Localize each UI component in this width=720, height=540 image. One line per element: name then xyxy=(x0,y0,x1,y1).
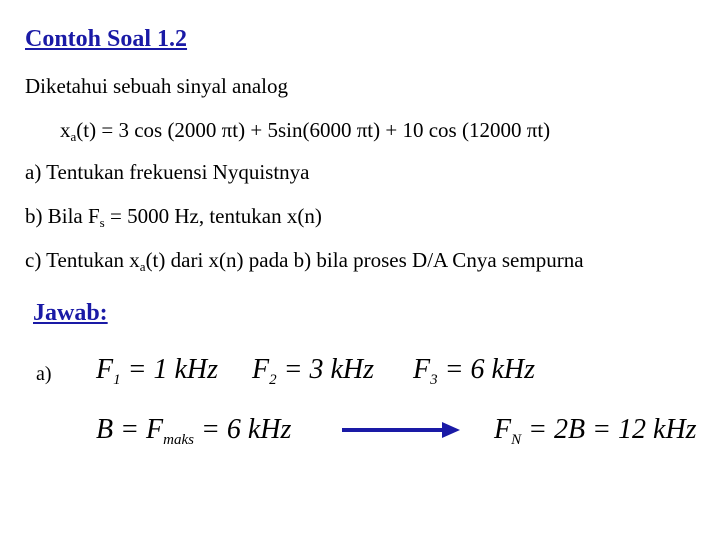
answer-heading: Jawab: xyxy=(33,300,108,326)
fn-var: F xyxy=(494,414,512,445)
question-c xyxy=(25,248,584,275)
f1-var: F xyxy=(96,354,114,385)
f2-var: F xyxy=(252,354,270,385)
intro-text: Diketahui sebuah sinyal analog xyxy=(25,74,289,98)
question-b-post: = 5000 Hz, tentukan x(n) xyxy=(104,204,322,228)
f3-sub: 3 xyxy=(430,372,438,388)
equation-b xyxy=(96,414,291,449)
question-c-post: (t) dari x(n) pada b) bila proses D/A Cnya sempurna xyxy=(145,248,584,272)
signal-expression: (t) = 3 cos (2000 πt) + 5sin(6000 πt) + 10 cos (12000 πt) xyxy=(76,118,551,142)
equation-f1 xyxy=(96,354,218,389)
b-sub: maks xyxy=(163,432,194,448)
answer-label: a) xyxy=(36,363,52,385)
question-b xyxy=(25,204,322,231)
equation-fn xyxy=(494,414,697,449)
question-b-pre: b) Bila F xyxy=(25,204,100,228)
equation-f3 xyxy=(413,354,535,389)
f3-rest: = 6 kHz xyxy=(437,354,536,385)
b-lhs: B = F xyxy=(96,414,164,445)
equation-f2 xyxy=(252,354,374,389)
f2-rest: = 3 kHz xyxy=(276,354,375,385)
arrow-right-icon xyxy=(342,418,462,442)
question-c-pre: c) Tentukan x xyxy=(25,248,140,272)
fn-sub: N xyxy=(511,432,522,448)
slide-title: Contoh Soal 1.2 xyxy=(25,26,188,52)
f3-var: F xyxy=(413,354,431,385)
signal-x: x xyxy=(60,118,71,142)
question-c-subscript: a xyxy=(139,259,146,274)
question-b-subscript: s xyxy=(99,215,105,230)
signal-equation xyxy=(60,118,550,145)
b-rest: = 6 kHz xyxy=(193,414,292,445)
signal-x-subscript: a xyxy=(70,129,77,144)
f1-rest: = 1 kHz xyxy=(120,354,219,385)
question-a: a) Tentukan frekuensi Nyquistnya xyxy=(25,160,310,184)
f2-sub: 2 xyxy=(269,372,277,388)
fn-rest: = 2B = 12 kHz xyxy=(521,414,697,445)
f1-sub: 1 xyxy=(113,372,121,388)
